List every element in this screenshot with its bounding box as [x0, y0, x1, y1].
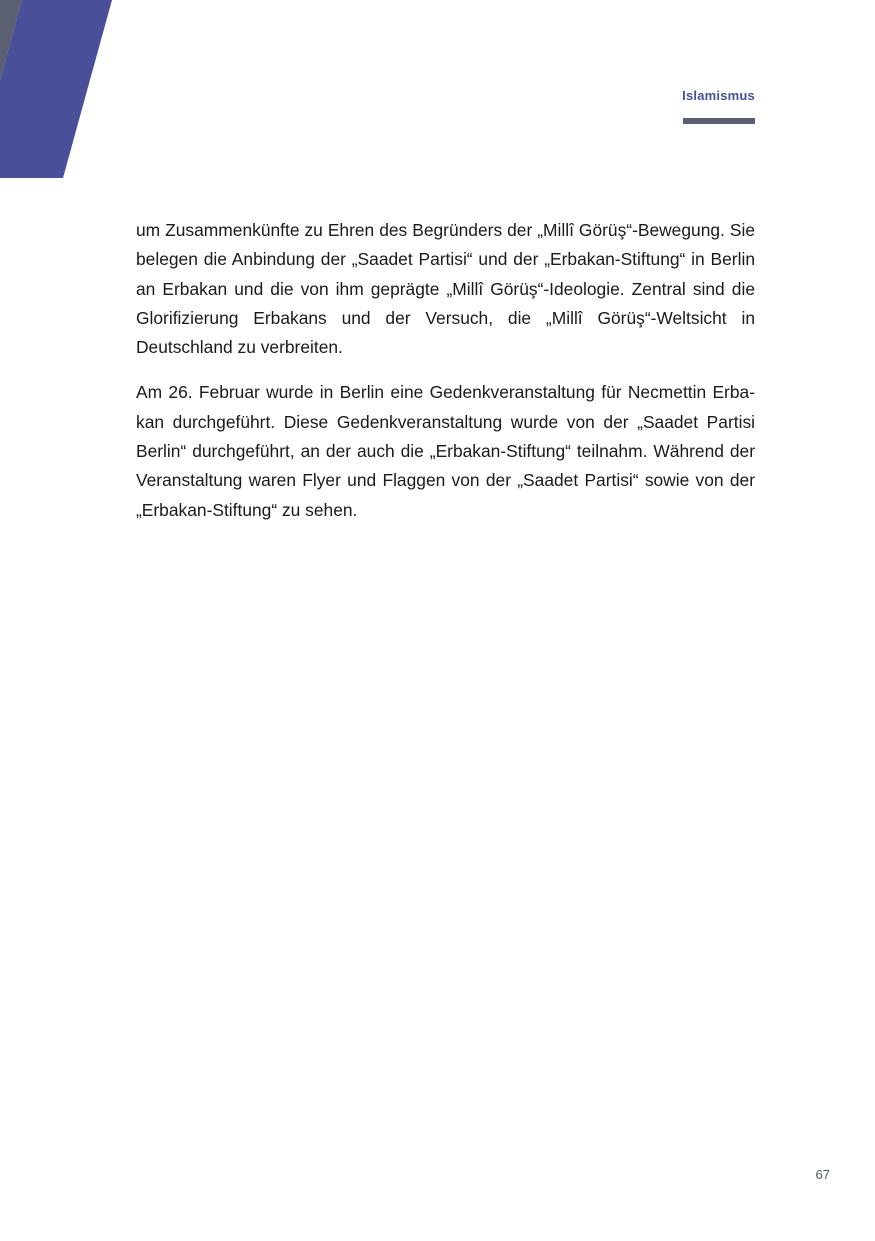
body-text: [136, 216, 755, 541]
page-number: 67: [815, 1167, 830, 1182]
section-label: Islamismus: [682, 88, 755, 103]
paragraph: Am 26. Februar wurde in Berlin eine Gedenkveranstaltung für Necmettin Erbakan durchgeführt. Diese Gedenkveranstaltung wurde von der „Saadet Partisi Berlin“ durchgeführt, an der auch die „Erbakan-Stiftung“ teilnahm. Während der Veranstaltung waren Flyer und Flaggen von der „Saadet Partisi“ sowie von der „Erbakan-Stiftung“ zu sehen.: [136, 382, 755, 520]
paragraph: um Zusammenkünfte zu Ehren des Begründers der „Millî Görüş“-Bewegung. Sie belegen die Anbindung der „Saadet Partisi“ und der „Erbakan-Stiftung“ in Berlin an Erbakan und die von ihm geprägte „Millî Görüş“-Ideologie. Zentral sind die Glorifizierung Erbakans und der Versuch, die „Millî Görüş“-Weltsicht in Deutschland zu verbreiten.: [136, 220, 755, 358]
corner-blue-shape: [0, 0, 112, 178]
section-label-underline: [683, 118, 755, 124]
corner-decoration: [0, 0, 120, 180]
